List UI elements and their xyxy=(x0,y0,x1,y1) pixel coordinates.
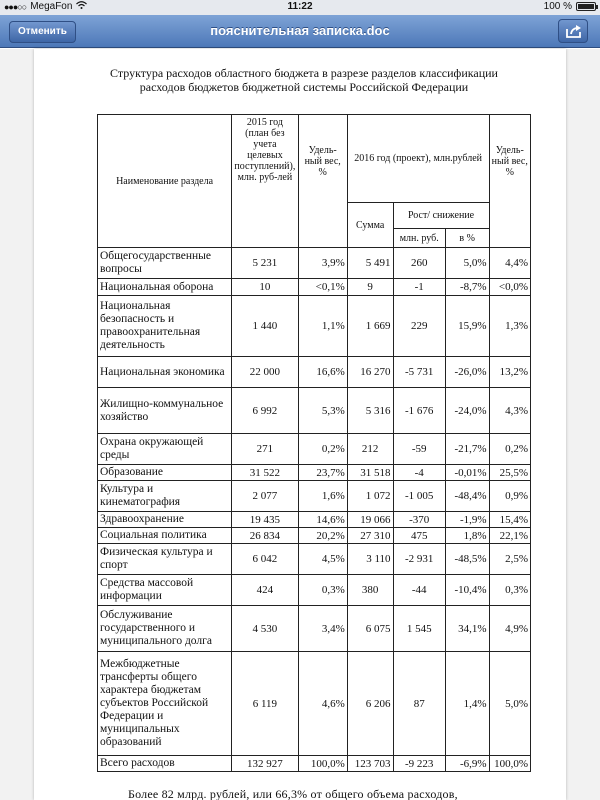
row-value-2016: 6 075 xyxy=(347,606,393,652)
row-value-2016: 1 669 xyxy=(347,296,393,357)
row-weight-2016: 0,2% xyxy=(489,434,530,465)
cancel-button[interactable]: Отменить xyxy=(9,21,76,43)
row-name: Средства массовой информации xyxy=(98,575,232,606)
row-growth-abs: 229 xyxy=(393,296,445,357)
table-row xyxy=(98,544,531,575)
row-weight-2016: 2,5% xyxy=(489,544,530,575)
row-growth-pct: -26,0% xyxy=(445,357,489,388)
row-growth-pct: -6,9% xyxy=(445,756,489,772)
row-value-2015: 10 xyxy=(232,279,299,296)
table-row xyxy=(98,296,531,357)
row-growth-pct: -0,01% xyxy=(445,465,489,481)
row-growth-pct: 15,9% xyxy=(445,296,489,357)
battery-indicator xyxy=(544,1,596,12)
row-weight-2016: <0,0% xyxy=(489,279,530,296)
row-weight-2015: 5,3% xyxy=(298,388,347,434)
row-growth-pct: -8,7% xyxy=(445,279,489,296)
row-value-2015: 4 530 xyxy=(232,606,299,652)
row-name: Национальная экономика xyxy=(98,357,232,388)
row-growth-pct: 1,4% xyxy=(445,652,489,756)
row-growth-abs: -1 xyxy=(393,279,445,296)
header-growth-abs: млн. руб. xyxy=(393,229,445,248)
table-row xyxy=(98,279,531,296)
row-value-2016: 212 xyxy=(347,434,393,465)
row-weight-2015: 4,6% xyxy=(298,652,347,756)
table-row xyxy=(98,606,531,652)
row-growth-pct: 34,1% xyxy=(445,606,489,652)
row-weight-2015: 20,2% xyxy=(298,528,347,544)
row-name: Жилищно-коммунальное хозяйство xyxy=(98,388,232,434)
header-growth: Рост/ снижение xyxy=(393,203,489,229)
row-name: Социальная политика xyxy=(98,528,232,544)
row-weight-2016: 15,4% xyxy=(489,512,530,528)
row-value-2016: 1 072 xyxy=(347,481,393,512)
document-viewer[interactable] xyxy=(0,49,600,800)
row-weight-2015: 0,2% xyxy=(298,434,347,465)
row-growth-pct: -10,4% xyxy=(445,575,489,606)
header-2015: 2015 год (план без учета целевых поступлений), млн. руб-лей xyxy=(232,115,299,248)
status-bar xyxy=(0,0,600,15)
document-page xyxy=(34,49,566,800)
row-growth-abs: -1 005 xyxy=(393,481,445,512)
header-growth-pct: в % xyxy=(445,229,489,248)
header-2016: 2016 год (проект), млн.рублей xyxy=(347,115,489,203)
table-row xyxy=(98,481,531,512)
signal-strength-icon: ●●●○○ xyxy=(4,1,27,12)
row-growth-pct: -48,4% xyxy=(445,481,489,512)
row-growth-abs: 87 xyxy=(393,652,445,756)
row-value-2015: 6 042 xyxy=(232,544,299,575)
row-weight-2016: 4,9% xyxy=(489,606,530,652)
row-weight-2016: 100,0% xyxy=(489,756,530,772)
paragraph-text: Более 82 млрд. рублей, или 66,3% от общего объема расходов, xyxy=(128,787,458,800)
row-value-2015: 6 992 xyxy=(232,388,299,434)
row-weight-2015: 14,6% xyxy=(298,512,347,528)
battery-icon xyxy=(576,2,596,11)
row-weight-2016: 1,3% xyxy=(489,296,530,357)
table-row xyxy=(98,528,531,544)
row-weight-2015: 3,9% xyxy=(298,248,347,279)
row-weight-2015: 4,5% xyxy=(298,544,347,575)
row-name: Общегосударственные вопросы xyxy=(98,248,232,279)
row-value-2015: 31 522 xyxy=(232,465,299,481)
table-row xyxy=(98,652,531,756)
header-sum: Сумма xyxy=(347,203,393,248)
table-row xyxy=(98,357,531,388)
row-growth-abs: 475 xyxy=(393,528,445,544)
row-growth-abs: -59 xyxy=(393,434,445,465)
row-growth-pct: -1,9% xyxy=(445,512,489,528)
row-value-2016: 6 206 xyxy=(347,652,393,756)
share-icon xyxy=(565,24,583,39)
row-weight-2015: 1,6% xyxy=(298,481,347,512)
row-value-2016: 19 066 xyxy=(347,512,393,528)
row-value-2016: 5 491 xyxy=(347,248,393,279)
row-weight-2015: 16,6% xyxy=(298,357,347,388)
budget-table xyxy=(97,114,531,772)
row-growth-abs: 1 545 xyxy=(393,606,445,652)
table-row xyxy=(98,248,531,279)
row-weight-2016: 25,5% xyxy=(489,465,530,481)
row-growth-abs: -370 xyxy=(393,512,445,528)
table-row xyxy=(98,465,531,481)
row-value-2015: 5 231 xyxy=(232,248,299,279)
header-weight-2015: Удель-ный вес, % xyxy=(298,115,347,248)
row-value-2016: 3 110 xyxy=(347,544,393,575)
row-weight-2016: 4,3% xyxy=(489,388,530,434)
heading-line-2: расходов бюджетов бюджетной системы Российской Федерации xyxy=(139,80,469,94)
navigation-bar xyxy=(0,15,600,48)
battery-percent: 100 % xyxy=(543,1,572,12)
row-growth-abs: -44 xyxy=(393,575,445,606)
row-growth-pct: 1,8% xyxy=(445,528,489,544)
row-name: Межбюджетные трансферты общего характера бюджетам субъектов Российской Федерации и муниципальных образований xyxy=(98,652,232,756)
row-value-2015: 19 435 xyxy=(232,512,299,528)
clock: 11:22 xyxy=(287,1,313,12)
row-weight-2015: <0,1% xyxy=(298,279,347,296)
row-name: Национальная безопасность и правоохранительная деятельность xyxy=(98,296,232,357)
row-growth-pct: -21,7% xyxy=(445,434,489,465)
row-value-2016: 31 518 xyxy=(347,465,393,481)
row-value-2016: 16 270 xyxy=(347,357,393,388)
row-weight-2016: 22,1% xyxy=(489,528,530,544)
row-growth-abs: -5 731 xyxy=(393,357,445,388)
row-weight-2016: 13,2% xyxy=(489,357,530,388)
row-weight-2015: 23,7% xyxy=(298,465,347,481)
row-value-2015: 26 834 xyxy=(232,528,299,544)
row-name: Охрана окружающей среды xyxy=(98,434,232,465)
row-growth-abs: -9 223 xyxy=(393,756,445,772)
row-weight-2015: 3,4% xyxy=(298,606,347,652)
row-growth-abs: -2 931 xyxy=(393,544,445,575)
row-value-2016: 5 316 xyxy=(347,388,393,434)
row-weight-2016: 5,0% xyxy=(489,652,530,756)
row-value-2016: 380 xyxy=(347,575,393,606)
row-growth-pct: -24,0% xyxy=(445,388,489,434)
row-name: Здравоохранение xyxy=(98,512,232,528)
row-growth-abs: -4 xyxy=(393,465,445,481)
row-weight-2016: 0,3% xyxy=(489,575,530,606)
row-name: Образование xyxy=(98,465,232,481)
row-value-2016: 123 703 xyxy=(347,756,393,772)
row-name: Культура и кинематография xyxy=(98,481,232,512)
row-value-2015: 22 000 xyxy=(232,357,299,388)
row-growth-pct: 5,0% xyxy=(445,248,489,279)
row-name: Обслуживание государственного и муниципального долга xyxy=(98,606,232,652)
carrier-name: MegaFon xyxy=(30,1,73,12)
document-title: пояснительная записка.doc xyxy=(210,23,390,38)
row-weight-2015: 100,0% xyxy=(298,756,347,772)
row-value-2015: 132 927 xyxy=(232,756,299,772)
row-growth-pct: -48,5% xyxy=(445,544,489,575)
row-value-2015: 6 119 xyxy=(232,652,299,756)
row-value-2015: 424 xyxy=(232,575,299,606)
header-name: Наименование раздела xyxy=(98,115,232,248)
table-heading xyxy=(74,66,534,94)
row-growth-abs: 260 xyxy=(393,248,445,279)
row-name: Всего расходов xyxy=(98,756,232,772)
table-row xyxy=(98,388,531,434)
row-value-2015: 271 xyxy=(232,434,299,465)
row-weight-2016: 0,9% xyxy=(489,481,530,512)
table-row xyxy=(98,512,531,528)
header-weight-2016: Удель-ный вес, % xyxy=(489,115,530,248)
row-name: Национальная оборона xyxy=(98,279,232,296)
row-value-2016: 9 xyxy=(347,279,393,296)
row-name: Физическая культура и спорт xyxy=(98,544,232,575)
row-weight-2016: 4,4% xyxy=(489,248,530,279)
table-row xyxy=(98,575,531,606)
row-weight-2015: 1,1% xyxy=(298,296,347,357)
share-button[interactable] xyxy=(558,19,588,43)
row-weight-2015: 0,3% xyxy=(298,575,347,606)
heading-line-1: Структура расходов областного бюджета в разрезе разделов классификации xyxy=(110,66,498,80)
table-row-total xyxy=(98,756,531,772)
row-value-2016: 27 310 xyxy=(347,528,393,544)
table-row xyxy=(98,434,531,465)
row-value-2015: 2 077 xyxy=(232,481,299,512)
row-growth-abs: -1 676 xyxy=(393,388,445,434)
row-value-2015: 1 440 xyxy=(232,296,299,357)
